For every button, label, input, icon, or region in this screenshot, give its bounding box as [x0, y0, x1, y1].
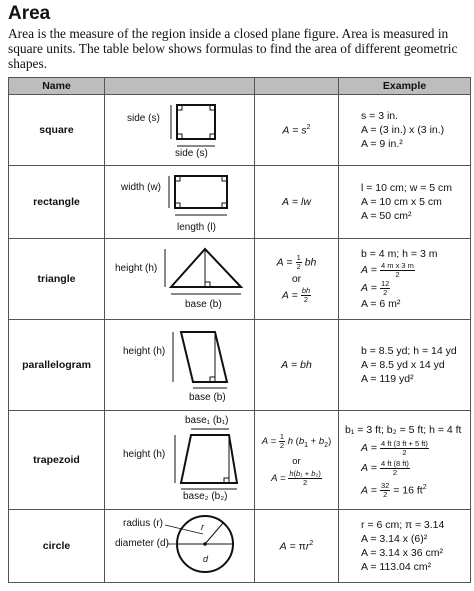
header-row [9, 78, 471, 95]
example-cell [339, 95, 471, 166]
example-line: r = 6 cm; π ≈ 3.14 [361, 519, 445, 531]
d-label: d [203, 554, 209, 564]
height-label: height (h) [115, 263, 158, 274]
circle-shape [105, 510, 255, 582]
r-label: r [201, 522, 204, 532]
row-parallelogram [9, 320, 471, 411]
header-example: Example [339, 78, 471, 95]
example-line: b = 8.5 yd; h = 14 yd [361, 345, 457, 357]
base-label: base (b) [189, 392, 226, 403]
example-line: A = (3 in.) x (3 in.) [361, 124, 445, 136]
row-trapezoid [9, 411, 471, 510]
formula-cell: A = bh [255, 320, 339, 411]
area-formulas-table [8, 77, 471, 583]
side-label-bottom: side (s) [175, 148, 208, 159]
base-label: base (b) [185, 299, 222, 310]
example-cell [339, 510, 471, 583]
header-diagram [105, 78, 255, 95]
example-line: A = 3.14 x (6)² [361, 533, 428, 545]
page-title: Area [8, 3, 51, 24]
header-formula [255, 78, 339, 95]
example-line: A = 10 cm x 5 cm [361, 196, 442, 208]
triangle-shape [105, 239, 255, 319]
example-line: A = 9 in.² [361, 138, 403, 150]
formula-cell: $A = \pi r^2$ [255, 510, 339, 583]
example-line: A = 119 yd² [361, 373, 414, 385]
example-line: b₁ = 3 ft; b₂ = 5 ft; h = 4 ft [345, 424, 462, 436]
example-cell: b₁ = 3 ft; b₂ = 5 ft; h = 4 ft A = $\frac{4 ft (3 ft + 5 ft)}{2}$ A = $\frac{4 ft (8 ft)}{2}$ A = $\frac{32}{2}$ = 16 $ft^2$ [339, 411, 471, 510]
parallelogram-shape [105, 320, 255, 410]
diameter-label: diameter (d) [115, 538, 169, 549]
example-cell [339, 320, 471, 411]
triangle-diagram [105, 239, 255, 320]
shape-name: circle [9, 510, 105, 583]
formula-cell: A = lw [255, 166, 339, 239]
shape-name: parallelogram [9, 320, 105, 411]
trapezoid-shape [105, 411, 255, 509]
trapezoid-diagram [105, 411, 255, 510]
height-label: height (h) [123, 449, 166, 460]
row-rectangle [9, 166, 471, 239]
shape-name: trapezoid [9, 411, 105, 510]
row-triangle [9, 239, 471, 320]
shape-name: triangle [9, 239, 105, 320]
rectangle-shape [105, 166, 255, 238]
formula-cell: A = $\frac{1}{2}$ h $(b_1 + b_2)$ or A = $\frac{\text{h(b₁ + b₂)}}{2}$ [255, 411, 339, 510]
formula-cell: $A = s^2$ [255, 95, 339, 166]
square-diagram [105, 95, 255, 166]
base2-label: base₂ (b₂) [183, 491, 228, 502]
example-line: l = 10 cm; w = 5 cm [361, 182, 453, 194]
example-cell [339, 166, 471, 239]
height-label: height (h) [123, 346, 166, 357]
example-line: A = 50 cm² [361, 210, 412, 222]
or-label: or [292, 455, 301, 467]
example-line: A = 113.04 cm² [361, 561, 432, 573]
shape-name: rectangle [9, 166, 105, 239]
circle-diagram [105, 510, 255, 583]
side-label-left: side (s) [127, 113, 160, 124]
header-name: Name [9, 78, 105, 95]
example-line: A = 8.5 yd x 14 yd [361, 359, 445, 371]
width-label: width (w) [121, 182, 162, 193]
base1-label: base₁ (b₁) [185, 415, 229, 426]
rectangle-diagram [105, 166, 255, 239]
formula-cell: A = $\frac{1}{2}$ bh or A = $\frac{bh}{2}$ [255, 239, 339, 320]
example-line: A = 3.14 x 36 cm² [361, 547, 444, 559]
example-cell: b = 4 m; h = 3 m A = $\frac{\text{4 m x 3 m}}{2}$ A = $\frac{12}{2}$ A = 6 m² [339, 239, 471, 320]
row-circle [9, 510, 471, 583]
length-label: length (l) [177, 222, 216, 233]
or-label: or [291, 273, 302, 285]
example-line: A = 6 m² [361, 298, 401, 310]
shape-name: square [9, 95, 105, 166]
parallelogram-diagram [105, 320, 255, 411]
row-square [9, 95, 471, 166]
example-line: b = 4 m; h = 3 m [361, 248, 438, 260]
radius-label: radius (r) [123, 518, 164, 529]
intro-paragraph: Area is the measure of the region inside a closed plane figure. Area is measured in square units. The table below shows formulas to find the area of different geometric shapes. [8, 26, 458, 71]
example-line: s = 3 in. [361, 110, 399, 122]
square-shape [105, 95, 255, 165]
